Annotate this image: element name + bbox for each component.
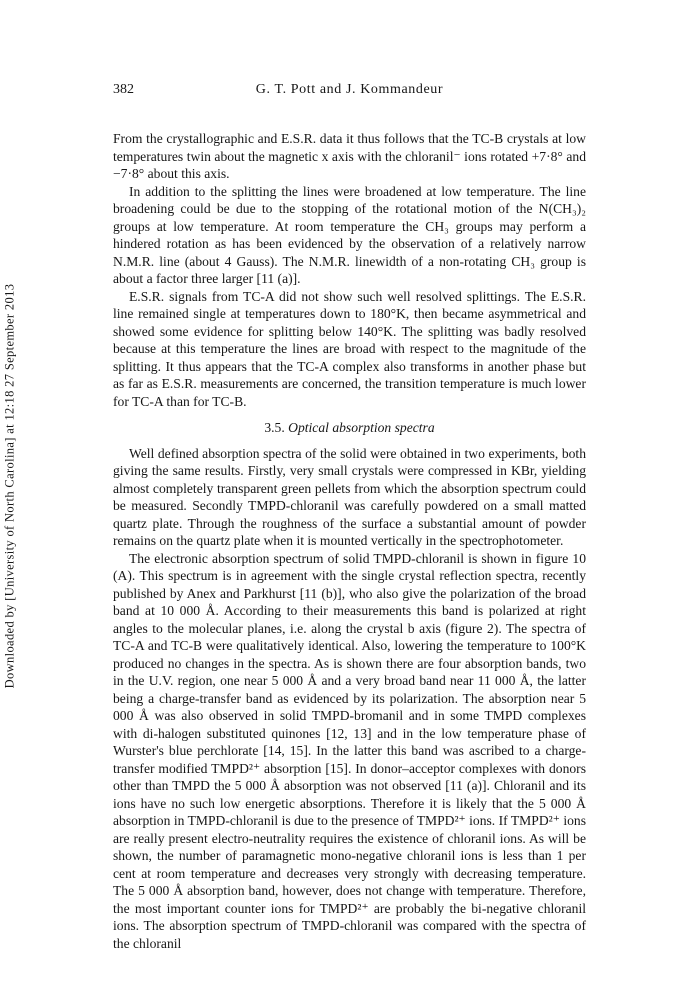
paragraph-2: In addition to the splitting the lines were broadened at low temperature. The line broadening could be due to the stopping of the rotational motion of the N(CH₃)₂ groups at low temperature. At room temperature the CH₃ groups may perform a hindered rotation as has been evidenced by the observation of a relatively narrow N.M.R. line (about 4 Gauss). The N.M.R. linewidth of a non-rotating CH₃ group is about a factor three larger [11 (a)]. — [113, 183, 586, 286]
paragraph-1: From the crystallographic and E.S.R. data it thus follows that the TC-B crystals at low temperatures twin about the magnetic x axis with the chloranil⁻ ions rotated +7·8° and −7·8° about this axis. — [113, 131, 586, 181]
download-note-text: Downloaded by [University of North Carolina] at 12:18 27 September 2013 — [2, 283, 17, 689]
section-heading — [113, 419, 586, 437]
section-number: 3.5. — [264, 420, 285, 435]
section-title: Optical absorption spectra — [288, 420, 435, 435]
article-body — [113, 130, 586, 952]
paragraph-3: E.S.R. signals from TC-A did not show such well resolved splittings. The E.S.R. line remained single at temperatures down to 180°K, then became asymmetrical and showed some evidence for splitting below 140°K. The splitting was badly resolved because at this temperature the lines are broad with respect to the magnitude of the splitting. It thus appears that the TC-A complex also transforms in another phase but as far as E.S.R. measurements are concerned, the transition temperature is much lower for TC-A than for TC-B. — [113, 288, 586, 409]
section-paragraph-2: The electronic absorption spectrum of solid TMPD-chloranil is shown in figure 10 (A). This spectrum is in agreement with the single crystal reflection spectra, recently published by Anex and Parkhurst [11 (b)], who also give the polarization of the broad band at 10 000 Å. According to their measurements this band is polarized at right angles to the molecular planes, i.e. along the crystal b axis (figure 2). The spectra of TC-A and TC-B were qualitatively identical. Also, lowering the temperature to 100°K produced no changes in the spectra. As is shown there are four absorption bands, two in the U.V. region, one near 5 000 Å and a very broad band near 11 000 Å, the latter being a charge-transfer band as evidenced by its polarization. The absorption near 5 000 Å was also observed in solid TMPD-bromanil and in some TMPD complexes with di-halogen substituted quinones [12, 13] and in the low temperature phase of Wurster's blue perchlorate [14, 15]. In the latter this band was ascribed to a charge-transfer modified TMPD²⁺ absorption [15]. In donor–acceptor complexes with donors other than TMPD the 5 000 Å absorption was not observed [11 (a)]. Chloranil and its ions have no such low energetic absorptions. Therefore it is likely that the 5 000 Å absorption in TMPD-chloranil is due to the presence of TMPD²⁺ ions. If TMPD²⁺ ions are really present electro-neutrality requires the existence of chloranil ions. As will be shown, the number of paramagnetic mono-negative chloranil ions is less than 1 per cent at room temperature and decreases very strongly with decreasing temperature. The 5 000 Å absorption band, however, does not change with temperature. Therefore, the most important counter ions for TMPD²⁺ are probably the bi-negative chloranil ions. The absorption spectrum of TMPD-chloranil was compared with the spectra of the chloranil — [113, 550, 586, 951]
page-header — [113, 82, 586, 102]
page-number: 382 — [113, 82, 134, 97]
download-note — [2, 283, 18, 689]
running-head: G. T. Pott and J. Kommandeur — [255, 82, 444, 97]
section-paragraph-1: Well defined absorption spectra of the solid were obtained in two experiments, both giving the same results. Firstly, very small crystals were compressed in KBr, yielding almost completely transparent green pellets from which the absorption spectrum could be measured. Secondly TMPD-chloranil was carefully powdered on a small matted quartz plate. Through the roughness of the surface a substantial amount of powder remains on the quartz plate when it is mounted vertically in the spectrophotometer. — [113, 445, 586, 548]
